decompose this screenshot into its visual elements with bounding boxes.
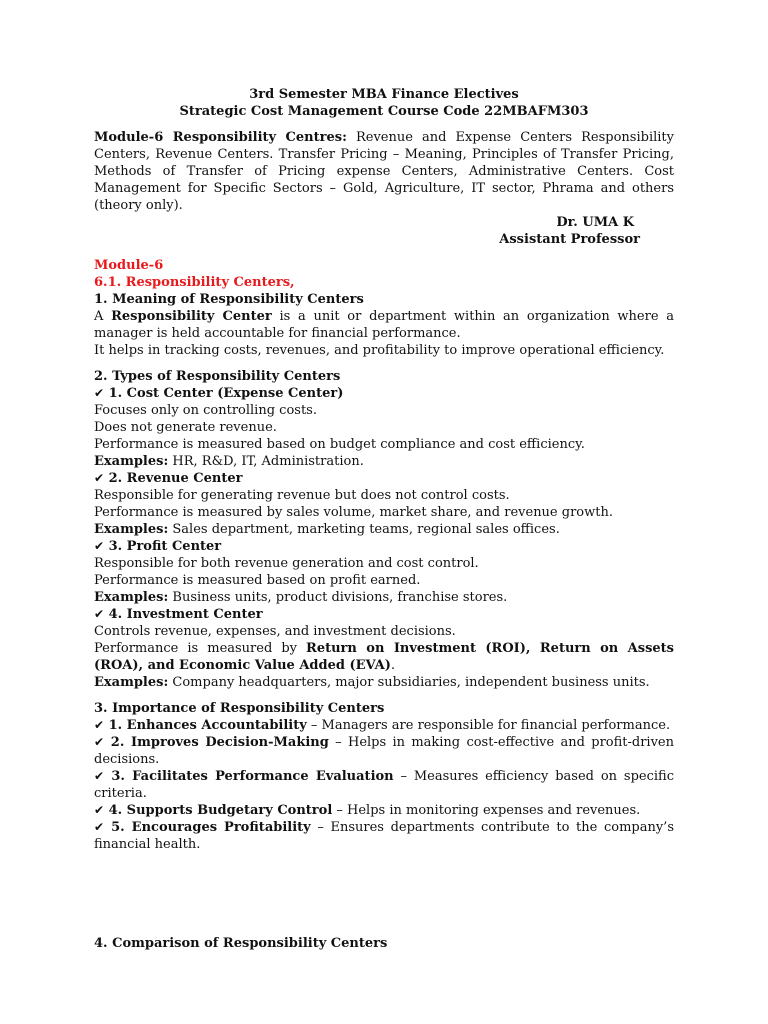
section-heading: 6.1. Responsibility Centers, bbox=[94, 275, 295, 290]
text: 2. Revenue Center bbox=[104, 471, 243, 486]
examples-label: Examples: bbox=[94, 522, 169, 537]
author-title: Assistant Professor bbox=[499, 232, 640, 247]
list-item bbox=[94, 402, 674, 419]
list-item bbox=[94, 802, 674, 819]
list-item bbox=[94, 674, 674, 691]
text: – Managers are responsible for financial performance. bbox=[306, 718, 671, 733]
check-icon: ✔ bbox=[94, 539, 105, 553]
list-item bbox=[94, 419, 674, 436]
list-item bbox=[94, 623, 674, 640]
list-item bbox=[94, 453, 674, 470]
list-item bbox=[94, 572, 674, 589]
text: Does not generate revenue. bbox=[94, 420, 277, 435]
list-item bbox=[94, 768, 674, 802]
item-title: 1. Enhances Accountability bbox=[104, 718, 307, 733]
text: Focuses only on controlling costs. bbox=[94, 403, 317, 418]
text: Performance is measured by sales volume, market share, and revenue growth. bbox=[94, 505, 613, 520]
text: 4. Investment Center bbox=[104, 607, 263, 622]
list-item bbox=[94, 436, 674, 453]
section-1-para-1 bbox=[94, 308, 674, 342]
section-1-heading: 1. Meaning of Responsibility Centers bbox=[94, 292, 364, 307]
section-3-heading: 3. Importance of Responsibility Centers bbox=[94, 701, 385, 716]
text: Responsible for both revenue generation and cost control. bbox=[94, 556, 479, 571]
section-4-heading: 4. Comparison of Responsibility Centers bbox=[94, 936, 388, 951]
revenue-center-title bbox=[94, 470, 674, 487]
text: Performance is measured based on budget compliance and cost efficiency. bbox=[94, 437, 585, 452]
text: 3. Profit Center bbox=[104, 539, 222, 554]
text: Business units, product divisions, franchise stores. bbox=[168, 590, 508, 605]
list-item bbox=[94, 487, 674, 504]
text: 1. Cost Center (Expense Center) bbox=[104, 386, 344, 401]
item-title: 4. Supports Budgetary Control bbox=[104, 803, 333, 818]
term-responsibility-center: Responsibility Center bbox=[111, 309, 272, 324]
item-title: 5. Encourages Profitability bbox=[104, 820, 311, 835]
examples-label: Examples: bbox=[94, 454, 169, 469]
investment-center-title bbox=[94, 606, 674, 623]
module-heading: Module-6 bbox=[94, 258, 164, 273]
module-intro bbox=[94, 129, 674, 214]
list-item bbox=[94, 589, 674, 606]
list-item bbox=[94, 521, 674, 538]
text: – Helps in monitoring expenses and revenues. bbox=[332, 803, 641, 818]
list-item bbox=[94, 504, 674, 521]
list-item bbox=[94, 640, 674, 674]
list-item bbox=[94, 819, 674, 853]
text: It helps in tracking costs, revenues, and profitability to improve operational efficiency. bbox=[94, 343, 665, 358]
text: Performance is measured based on profit earned. bbox=[94, 573, 421, 588]
examples-label: Examples: bbox=[94, 675, 169, 690]
list-item bbox=[94, 555, 674, 572]
text: A bbox=[94, 309, 112, 324]
text: Performance is measured by bbox=[94, 641, 307, 656]
profit-center-title bbox=[94, 538, 674, 555]
text: is a unit or department within an organization where a manager is held accountable for financial performance. bbox=[94, 309, 674, 341]
text: HR, R&D, IT, Administration. bbox=[168, 454, 364, 469]
course-subtitle: Strategic Cost Management Course Code 22MBAFM303 bbox=[179, 104, 589, 119]
text: Sales department, marketing teams, regional sales offices. bbox=[168, 522, 560, 537]
check-icon: ✔ bbox=[94, 803, 105, 817]
check-icon: ✔ bbox=[94, 471, 105, 485]
cost-center-title bbox=[94, 385, 674, 402]
check-icon: ✔ bbox=[94, 769, 105, 783]
text: – Measures efficiency based on specific criteria. bbox=[94, 769, 674, 801]
investment-metrics: Return on Investment (ROI), Return on Assets (ROA), and Economic Value Added (EVA) bbox=[94, 641, 674, 673]
check-icon: ✔ bbox=[94, 735, 105, 749]
list-item bbox=[94, 734, 674, 768]
document-page bbox=[94, 86, 674, 952]
text: – Ensures departments contribute to the company’s financial health. bbox=[94, 820, 674, 852]
module-intro-label: Module-6 Responsibility Centres: bbox=[94, 130, 347, 145]
check-icon: ✔ bbox=[94, 386, 105, 400]
section-1-para-2 bbox=[94, 342, 674, 359]
author-name: Dr. UMA K bbox=[556, 215, 634, 230]
check-icon: ✔ bbox=[94, 718, 105, 732]
item-title: 2. Improves Decision-Making bbox=[104, 735, 329, 750]
text: Responsible for generating revenue but does not control costs. bbox=[94, 488, 510, 503]
module-intro-text: Revenue and Expense Centers Responsibility Centers, Revenue Centers. Transfer Pricing – Meaning, Principles of Transfer Pricing, Methods of Transfer of Pricing expense Centers, Administrative Centers. Cost Management for Specific Sectors – Gold, Agriculture, IT sector, Phrama and others (theory only). bbox=[94, 130, 674, 213]
examples-label: Examples: bbox=[94, 590, 169, 605]
course-title: 3rd Semester MBA Finance Electives bbox=[249, 87, 519, 102]
text: . bbox=[390, 658, 395, 673]
item-title: 3. Facilitates Performance Evaluation bbox=[104, 769, 394, 784]
check-icon: ✔ bbox=[94, 607, 105, 621]
section-2-heading: 2. Types of Responsibility Centers bbox=[94, 369, 341, 384]
text: Company headquarters, major subsidiaries, independent business units. bbox=[168, 675, 650, 690]
check-icon: ✔ bbox=[94, 820, 105, 834]
text: Controls revenue, expenses, and investment decisions. bbox=[94, 624, 456, 639]
text: – Helps in making cost-effective and profit-driven decisions. bbox=[94, 735, 674, 767]
list-item bbox=[94, 717, 674, 734]
